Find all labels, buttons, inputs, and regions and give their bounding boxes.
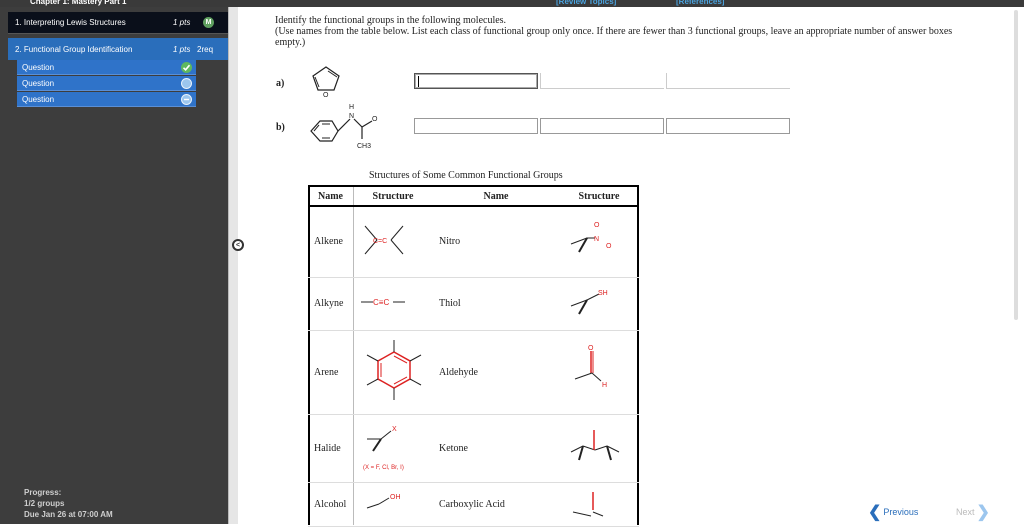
- functional-groups-table: [308, 185, 639, 527]
- molecule-b-h: H: [349, 104, 355, 111]
- next-label: Next: [956, 507, 975, 517]
- th-structure-1: Structure: [353, 186, 433, 206]
- table-row: [308, 277, 639, 330]
- review-topics-link[interactable]: [Review Topics]: [556, 0, 617, 6]
- progress-label: Progress:: [24, 488, 62, 497]
- halide-note: (X = F, Cl, Br, I): [363, 464, 404, 471]
- answer-b-2[interactable]: [540, 118, 664, 134]
- collapse-sidebar-icon[interactable]: <: [232, 239, 244, 251]
- table-row: [308, 330, 639, 414]
- alcohol-structure: [353, 482, 433, 526]
- next-button[interactable]: [956, 502, 990, 522]
- answer-a-3[interactable]: [666, 73, 790, 89]
- references-link[interactable]: [References]: [676, 0, 725, 6]
- group-name: Ketone: [433, 414, 559, 482]
- group-name: Alkene: [308, 206, 353, 277]
- previous-button[interactable]: [868, 502, 918, 522]
- group-name: Carboxylic Acid: [433, 482, 559, 526]
- nitro-structure: [559, 206, 639, 277]
- assignment-item-2[interactable]: [8, 38, 228, 60]
- aldehyde-o: O: [588, 344, 594, 352]
- mastery-badge-icon: M: [203, 17, 214, 28]
- answer-b-1[interactable]: [414, 118, 538, 134]
- thiol-structure: [559, 277, 639, 330]
- check-icon: [181, 62, 192, 73]
- question-item-1[interactable]: [17, 60, 196, 75]
- arene-structure: [353, 330, 433, 414]
- assignment-points: 1 pts: [173, 44, 191, 54]
- group-name: Nitro: [433, 206, 559, 277]
- question-label: Question: [22, 62, 55, 72]
- answer-b-3[interactable]: [666, 118, 790, 134]
- chevron-right-icon: ❯: [976, 504, 990, 521]
- scrollbar[interactable]: [1014, 10, 1018, 320]
- molecule-a-oxygen: O: [323, 92, 329, 99]
- group-name: Halide: [308, 414, 353, 482]
- incomplete-icon: [181, 78, 192, 89]
- question-content: [238, 7, 1024, 524]
- part-b-label: b): [276, 122, 285, 133]
- progress-value: 1/2 groups: [24, 499, 65, 508]
- molecule-b-acetanilide: [306, 103, 396, 158]
- nitro-n: N: [594, 236, 600, 244]
- instruction-line-2: (Use names from the table below. List each class of functional group only once. If there are fewer than 3 functional groups, leave an appropriate number of answer boxes empty.): [275, 26, 953, 48]
- table-title: Structures of Some Common Functional Groups: [369, 170, 563, 181]
- question-instructions: [275, 15, 965, 48]
- table-row: [308, 206, 639, 277]
- answer-a-2[interactable]: [540, 73, 664, 89]
- th-structure-2: Structure: [559, 186, 639, 206]
- alkene-label: C=C: [373, 238, 388, 246]
- assignment-points: 1 pts: [173, 18, 191, 27]
- previous-label: Previous: [883, 507, 919, 517]
- alkyne-structure: [353, 277, 433, 330]
- progress-info: [24, 487, 113, 520]
- part-a-label: a): [276, 78, 285, 89]
- alkyne-label: C≡C: [373, 298, 390, 307]
- molecule-a-dihydrofuran: [306, 59, 346, 101]
- chapter-title: Chapter 1: Mastery Part 1: [30, 0, 127, 6]
- table-row: [308, 414, 639, 482]
- ketone-structure: [559, 414, 639, 482]
- molecule-b-o: O: [372, 116, 378, 123]
- group-name: Thiol: [433, 277, 559, 330]
- chevron-left-icon: ❮: [868, 504, 882, 521]
- group-name: Aldehyde: [433, 330, 559, 414]
- group-name: Arene: [308, 330, 353, 414]
- assignment-label: 1. Interpreting Lewis Structures: [15, 18, 126, 27]
- carboxylic-acid-structure: [559, 482, 639, 526]
- assignment-item-1[interactable]: [8, 12, 228, 34]
- alcohol-oh: OH: [390, 493, 401, 501]
- halide-x: X: [392, 425, 397, 433]
- group-name: Alkyne: [308, 277, 353, 330]
- aldehyde-structure: [559, 330, 639, 414]
- assignment-label: 2. Functional Group Identification: [15, 44, 133, 54]
- th-name-1: Name: [308, 186, 353, 206]
- halide-structure: [353, 414, 433, 482]
- molecule-b-n: N: [349, 113, 355, 120]
- incomplete-icon: [181, 94, 192, 105]
- answer-a-1[interactable]: [414, 73, 538, 89]
- due-date: Due Jan 26 at 07:00 AM: [24, 510, 113, 519]
- question-label: Question: [22, 78, 55, 88]
- question-item-3[interactable]: [17, 92, 196, 107]
- top-bar: [0, 0, 1024, 7]
- question-label: Question: [22, 94, 55, 104]
- sidebar-divider: [228, 7, 238, 524]
- thiol-sh: SH: [598, 290, 608, 297]
- th-name-2: Name: [433, 186, 559, 206]
- molecule-b-ch3: CH3: [357, 143, 372, 150]
- question-item-2[interactable]: [17, 76, 196, 91]
- assignment-req: 2req: [197, 44, 214, 54]
- aldehyde-h: H: [602, 381, 608, 389]
- nitro-o1: O: [594, 222, 600, 230]
- table-row: [308, 482, 639, 526]
- alkene-structure: [353, 206, 433, 277]
- instruction-line-1: Identify the functional groups in the following molecules.: [275, 15, 507, 26]
- sidebar: [0, 7, 228, 524]
- group-name: Alcohol: [308, 482, 353, 526]
- nitro-o2: O: [606, 243, 612, 251]
